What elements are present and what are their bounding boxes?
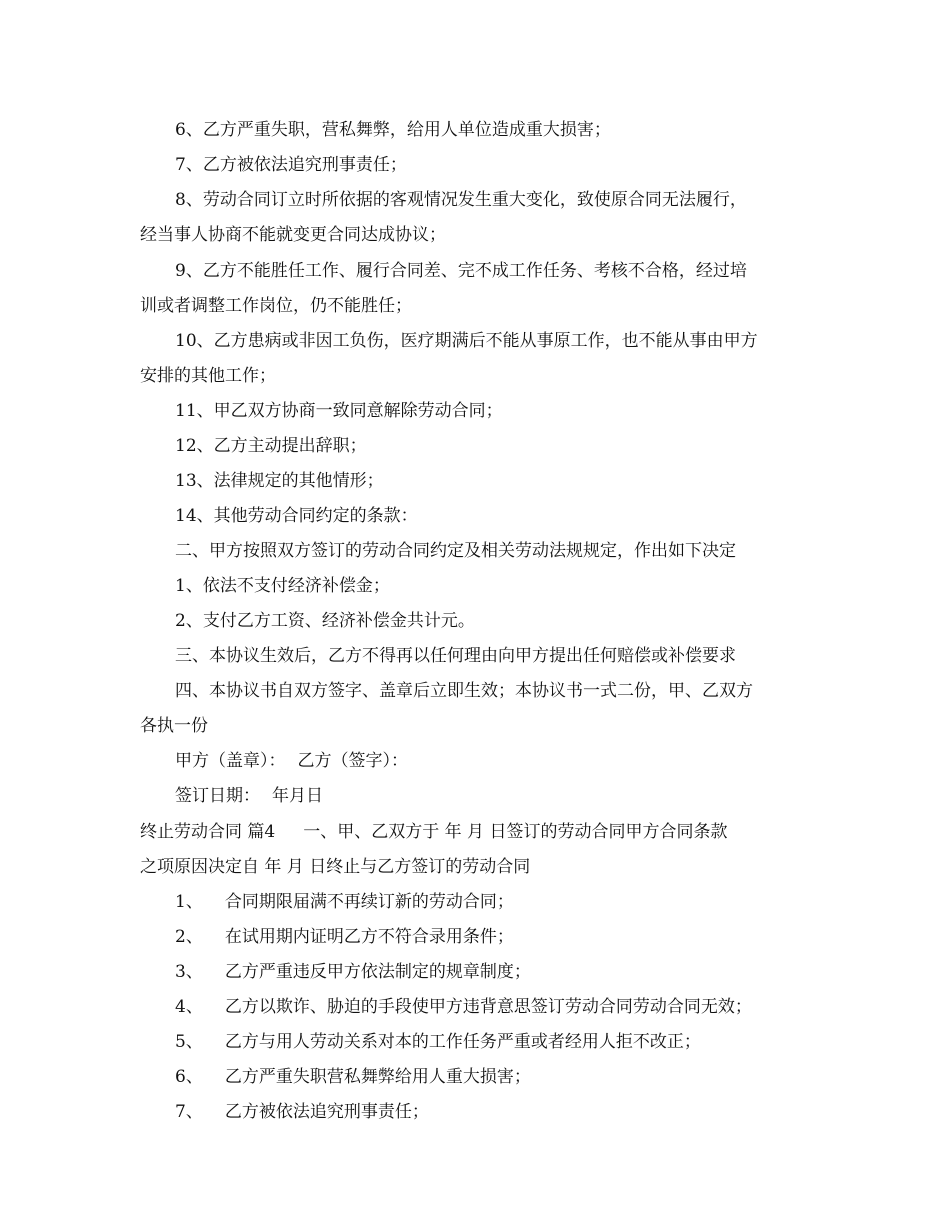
- signing-date-line: [175, 785, 875, 807]
- item-text: 乙方被依法追究刑事责任；: [224, 1102, 429, 1122]
- clause-line: 1、依法不支付经济补偿金；: [175, 576, 390, 596]
- section-intro: 一、甲、乙双方于 年 月 日签订的劳动合同甲方合同条款: [303, 822, 728, 842]
- clause-line: 13、法律规定的其他情形；: [175, 471, 384, 491]
- section-heading-line: [140, 821, 840, 843]
- list-item: [175, 926, 875, 948]
- signature-line: [175, 750, 875, 772]
- party-a-label: 甲方（盖章）：: [175, 751, 286, 771]
- item-number: 1、: [175, 892, 203, 912]
- clause-line: 经当事人协商不能就变更合同达成协议；: [140, 225, 446, 245]
- item-number: 6、: [175, 1067, 203, 1087]
- item-number: 4、: [175, 997, 203, 1017]
- item-text: 乙方严重失职营私舞弊给用人重大损害；: [224, 1067, 531, 1087]
- list-item: [175, 1031, 875, 1053]
- party-b-label: 乙方（签字）：: [297, 751, 408, 771]
- list-item: [175, 961, 875, 983]
- clause-line: 安排的其他工作；: [140, 366, 276, 386]
- clause-line: 8、劳动合同订立时所依据的客观情况发生重大变化，致使原合同无法履行，: [175, 190, 747, 210]
- clause-line: 6、乙方严重失职，营私舞弊，给用人单位造成重大损害；: [175, 120, 611, 140]
- clause-line: 训或者调整工作岗位，仍不能胜任；: [140, 296, 412, 316]
- item-number: 7、: [175, 1102, 203, 1122]
- clause-line: 7、乙方被依法追究刑事责任；: [175, 155, 407, 175]
- item-text: 乙方与用人劳动关系对本的工作任务严重或者经用人拒不改正；: [224, 1032, 701, 1052]
- list-item: [175, 1066, 875, 1088]
- list-item: [175, 891, 875, 913]
- list-item: [175, 996, 875, 1018]
- item-text: 在试用期内证明乙方不符合录用条件；: [224, 927, 514, 947]
- clause-line: 12、乙方主动提出辞职；: [175, 436, 367, 456]
- item-text: 合同期限届满不再续订新的劳动合同；: [224, 892, 514, 912]
- date-label: 签订日期：: [175, 786, 260, 806]
- section-intro-line: 之项原因决定自 年 月 日终止与乙方签订的劳动合同: [140, 857, 531, 877]
- clause-line: 四、本协议书自双方签字、盖章后立即生效；本协议书一式二份，甲、乙双方: [175, 681, 753, 701]
- clause-line: 11、甲乙双方协商一致同意解除劳动合同；: [175, 401, 503, 421]
- clause-line: 10、乙方患病或非因工负伤，医疗期满后不能从事原工作，也不能从事由甲方: [175, 331, 758, 351]
- clause-line: 各执一份: [140, 716, 208, 736]
- item-number: 5、: [175, 1032, 203, 1052]
- clause-line: 2、支付乙方工资、经济补偿金共计元。: [175, 611, 475, 631]
- clause-line: 二、甲方按照双方签订的劳动合同约定及相关劳动法规规定，作出如下决定: [175, 541, 736, 561]
- clause-line: 三、本协议生效后，乙方不得再以任何理由向甲方提出任何赔偿或补偿要求: [175, 646, 736, 666]
- clause-line: 9、乙方不能胜任工作、履行合同差、完不成工作任务、考核不合格，经过培: [175, 261, 747, 281]
- item-text: 乙方以欺诈、胁迫的手段使甲方违背意思签订劳动合同劳动合同无效；: [224, 997, 752, 1017]
- section-title: 终止劳动合同 篇4: [140, 822, 276, 842]
- clause-line: 14、其他劳动合同约定的条款：: [175, 506, 418, 526]
- date-value: 年月日: [272, 786, 323, 806]
- list-item: [175, 1101, 875, 1123]
- item-text: 乙方严重违反甲方依法制定的规章制度；: [224, 962, 531, 982]
- item-number: 3、: [175, 962, 203, 982]
- item-number: 2、: [175, 927, 203, 947]
